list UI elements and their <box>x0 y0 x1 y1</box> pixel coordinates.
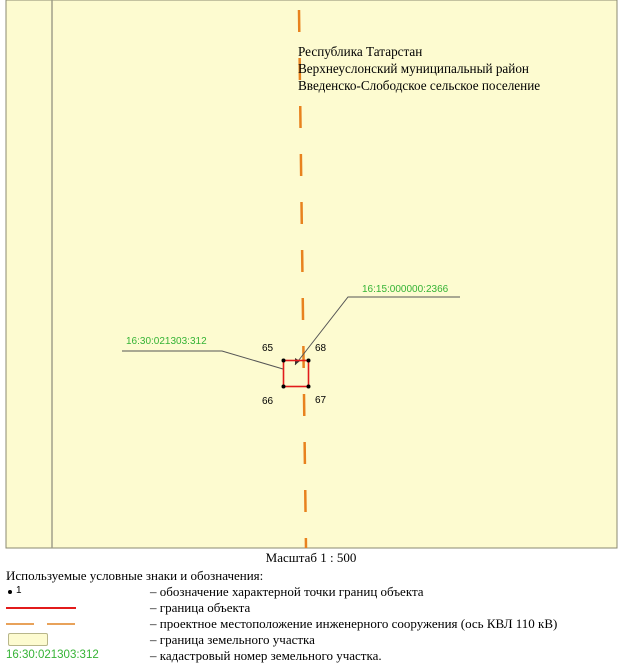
point-label-65: 65 <box>262 343 274 354</box>
legend-desc-cadastral: – кадастровый номер земельного участка. <box>150 648 382 663</box>
point-symbol-label: 1 <box>16 585 22 596</box>
red-line-icon <box>6 607 76 609</box>
legend-item-point <box>6 584 616 600</box>
legend-item-cadastral <box>6 648 616 664</box>
region-caption <box>298 43 540 94</box>
legend-title: Используемые условные знаки и обозначения: <box>6 568 264 583</box>
legend-desc-point: – обозначение характерной точки границ объекта <box>150 584 424 599</box>
legend-item-parcel <box>6 632 616 648</box>
map-scale: Масштаб 1 : 500 <box>265 550 357 565</box>
parcel-box-icon <box>8 633 48 646</box>
point-68 <box>307 359 311 363</box>
point-label-67: 67 <box>315 395 327 406</box>
cadastral-label-right: 16:15:000000:2366 <box>362 284 449 295</box>
dash-line-icon <box>6 623 34 625</box>
legend-item-boundary <box>6 600 616 616</box>
legend-desc-parcel: – граница земельного участка <box>150 632 315 647</box>
point-label-66: 66 <box>262 396 274 407</box>
region-line-settlement: Введенско-Слободское сельское поселение <box>298 78 541 93</box>
cadastral-number-sample: 16:30:021303:312 <box>6 649 99 661</box>
point-65 <box>282 359 286 363</box>
dash-line-icon <box>47 623 75 625</box>
region-line-republic: Республика Татарстан <box>298 44 423 59</box>
legend-desc-axis: – проектное местоположение инженерного сооружения (ось КВЛ 110 кВ) <box>150 616 558 631</box>
region-line-district: Верхнеуслонский муниципальный район <box>298 61 529 76</box>
legend-desc-boundary: – граница объекта <box>150 600 251 615</box>
point-66 <box>282 385 286 389</box>
legend-item-axis <box>6 616 616 632</box>
cadastral-label-left: 16:30:021303:312 <box>126 336 207 347</box>
point-label-68: 68 <box>315 343 327 354</box>
point-67 <box>307 385 311 389</box>
point-icon <box>8 590 12 594</box>
